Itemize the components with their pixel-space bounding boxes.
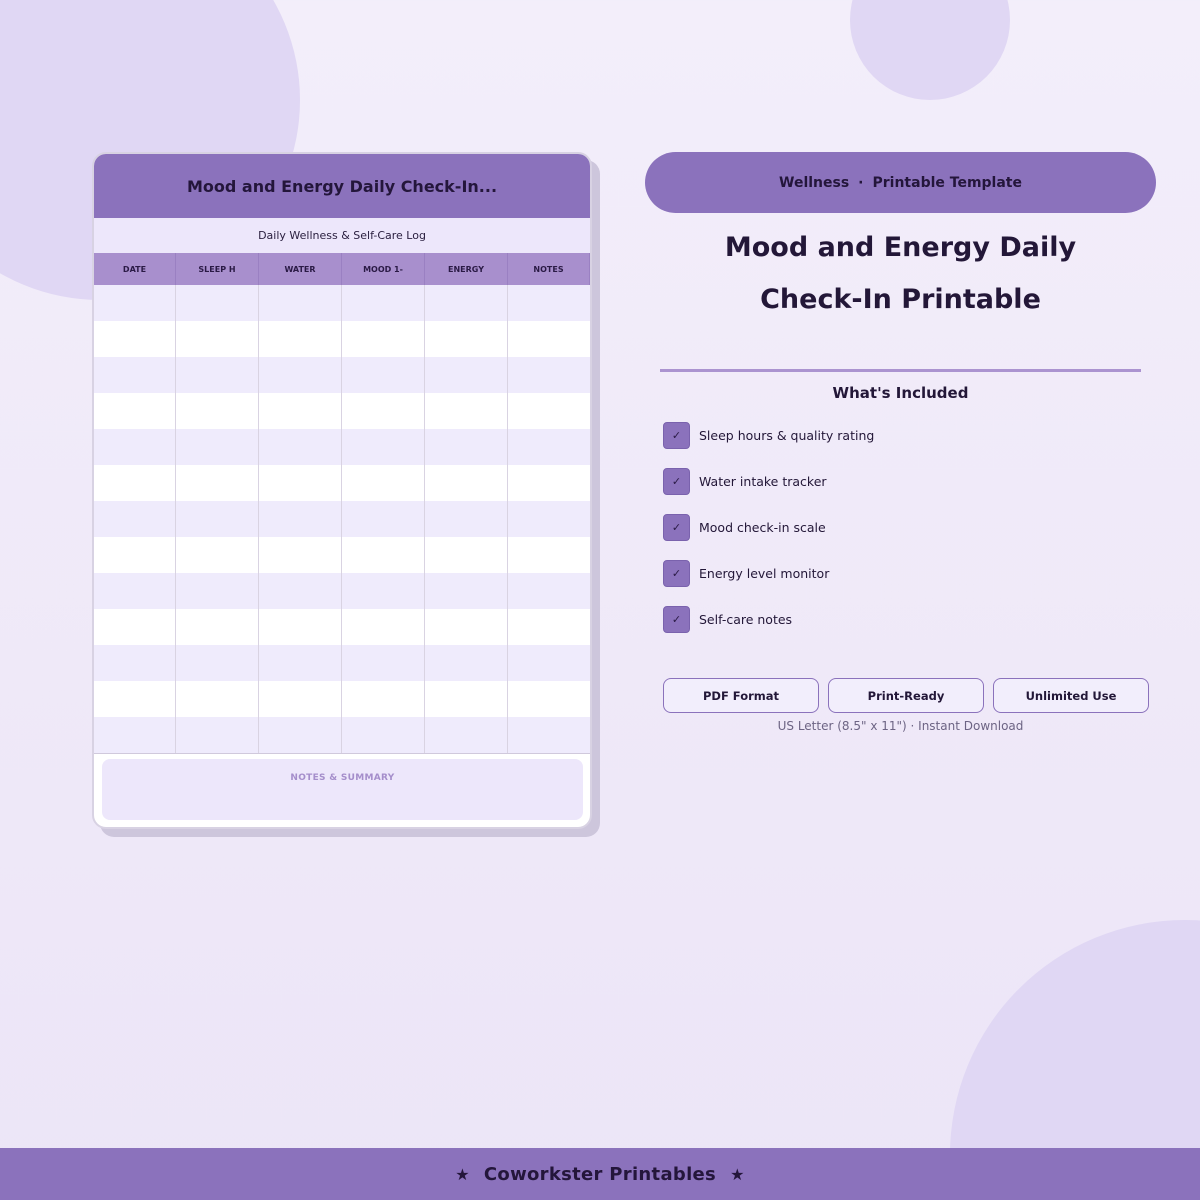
table-cell — [94, 501, 176, 537]
table-cell — [342, 573, 425, 609]
table-cell — [176, 501, 259, 537]
pdf-format-badge: PDF Format — [663, 678, 819, 713]
table-cell — [94, 573, 176, 609]
notes-summary-label: NOTES & SUMMARY — [290, 773, 395, 783]
column-header-water: WATER — [259, 253, 342, 285]
table-cell — [342, 717, 425, 753]
table-cell — [425, 357, 508, 393]
table-cell — [94, 285, 176, 321]
checkbox-icon: ✓ — [663, 468, 690, 495]
table-cell — [259, 465, 342, 501]
table-cell — [425, 393, 508, 429]
log-table — [94, 253, 590, 753]
table-cell — [425, 429, 508, 465]
table-cell — [176, 717, 259, 753]
page-title-line-2: Check-In Printable — [760, 284, 1041, 315]
table-cell — [176, 537, 259, 573]
table-cell — [342, 321, 425, 357]
column-header-mood: MOOD 1- — [342, 253, 425, 285]
table-cell — [425, 609, 508, 645]
star-icon: ★ — [730, 1164, 745, 1184]
column-header-notes: NOTES — [508, 253, 590, 285]
table-cell — [508, 285, 590, 321]
table-cell — [508, 609, 590, 645]
table-cell — [259, 573, 342, 609]
checkbox-icon: ✓ — [663, 606, 690, 633]
category-label: Wellness — [779, 174, 850, 191]
feature-label: Water intake tracker — [699, 474, 827, 489]
feature-label: Sleep hours & quality rating — [699, 428, 875, 443]
table-cell — [259, 321, 342, 357]
page-title-line-1: Mood and Energy Daily — [724, 232, 1077, 263]
checkbox-icon: ✓ — [663, 560, 690, 587]
table-cell — [508, 429, 590, 465]
table-cell — [176, 645, 259, 681]
table-cell — [176, 285, 259, 321]
unlimited-use-badge: Unlimited Use — [993, 678, 1149, 713]
table-cell — [259, 393, 342, 429]
category-pill — [645, 152, 1156, 213]
table-cell — [342, 429, 425, 465]
table-cell — [425, 573, 508, 609]
checkbox-icon: ✓ — [663, 422, 690, 449]
table-cell — [508, 717, 590, 753]
table-cell — [425, 537, 508, 573]
feature-item — [663, 422, 874, 449]
table-cell — [425, 681, 508, 717]
sheet-subtitle: Daily Wellness & Self-Care Log — [94, 218, 590, 253]
table-cell — [94, 537, 176, 573]
table-cell — [342, 501, 425, 537]
category-separator: · — [858, 174, 864, 191]
table-cell — [94, 465, 176, 501]
table-cell — [342, 393, 425, 429]
column-header-date: DATE — [94, 253, 176, 285]
table-cell — [94, 357, 176, 393]
table-cell — [259, 357, 342, 393]
table-cell — [508, 645, 590, 681]
feature-item — [663, 606, 792, 633]
table-cell — [508, 537, 590, 573]
feature-item — [663, 468, 827, 495]
table-cell — [259, 717, 342, 753]
format-note: US Letter (8.5" x 11") · Instant Download — [777, 719, 1024, 733]
table-cell — [176, 573, 259, 609]
table-cell — [259, 537, 342, 573]
table-cell — [342, 285, 425, 321]
print-ready-badge: Print-Ready — [828, 678, 984, 713]
table-cell — [176, 357, 259, 393]
table-cell — [508, 357, 590, 393]
table-bottom-border — [94, 753, 590, 754]
table-cell — [94, 681, 176, 717]
table-cell — [508, 465, 590, 501]
table-cell — [94, 393, 176, 429]
table-cell — [94, 609, 176, 645]
table-cell — [425, 501, 508, 537]
printable-sheet-preview — [92, 152, 592, 829]
column-header-sleep: SLEEP H — [176, 253, 259, 285]
table-cell — [342, 537, 425, 573]
table-cell — [508, 501, 590, 537]
table-cell — [94, 645, 176, 681]
included-heading: What's Included — [832, 384, 969, 402]
table-cell — [508, 393, 590, 429]
feature-item — [663, 514, 826, 541]
table-cell — [259, 285, 342, 321]
table-cell — [94, 321, 176, 357]
table-cell — [508, 573, 590, 609]
template-type-label: Printable Template — [872, 174, 1022, 191]
table-cell — [176, 393, 259, 429]
table-cell — [176, 429, 259, 465]
checkbox-icon: ✓ — [663, 514, 690, 541]
table-cell — [259, 501, 342, 537]
feature-label: Energy level monitor — [699, 566, 830, 581]
table-cell — [176, 609, 259, 645]
table-cell — [259, 609, 342, 645]
star-icon: ★ — [455, 1164, 470, 1184]
table-cell — [425, 717, 508, 753]
brand-name: Coworkster Printables — [483, 1163, 717, 1185]
table-cell — [342, 681, 425, 717]
table-cell — [259, 429, 342, 465]
table-cell — [425, 321, 508, 357]
table-cell — [342, 609, 425, 645]
table-cell — [508, 321, 590, 357]
feature-label: Self-care notes — [699, 612, 793, 627]
section-divider — [660, 369, 1141, 372]
table-cell — [425, 465, 508, 501]
table-cell — [425, 645, 508, 681]
table-cell — [342, 357, 425, 393]
table-cell — [176, 681, 259, 717]
feature-item — [663, 560, 829, 587]
table-cell — [94, 717, 176, 753]
table-cell — [94, 429, 176, 465]
page-title — [645, 222, 1156, 326]
table-cell — [342, 645, 425, 681]
decorative-circle-top-right — [850, 0, 1010, 100]
table-cell — [259, 681, 342, 717]
table-cell — [508, 681, 590, 717]
feature-label: Mood check-in scale — [699, 520, 826, 535]
column-header-energy: ENERGY — [425, 253, 508, 285]
table-cell — [259, 645, 342, 681]
sheet-title: Mood and Energy Daily Check-In... — [94, 154, 590, 218]
table-cell — [176, 465, 259, 501]
table-cell — [342, 465, 425, 501]
table-cell — [176, 321, 259, 357]
footer-banner — [0, 1148, 1200, 1200]
table-cell — [425, 285, 508, 321]
notes-summary-box — [102, 759, 583, 820]
